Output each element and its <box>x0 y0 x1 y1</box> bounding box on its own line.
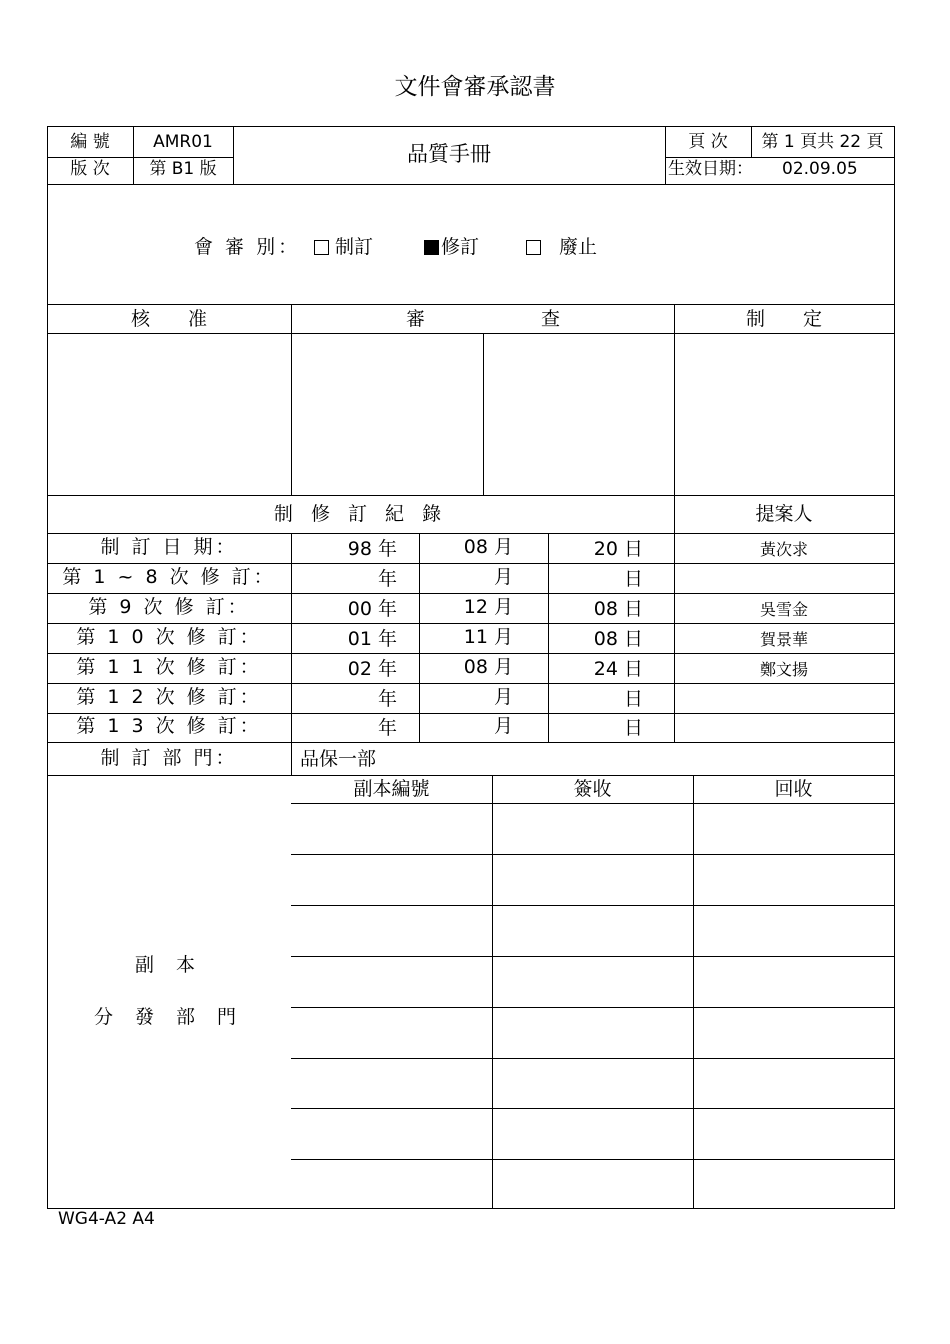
proposer-header: 提案人 <box>755 503 813 525</box>
page-value: 第 1 頁共 22 頁 <box>761 132 884 152</box>
record-label: 第 1 0 次 修 訂： <box>76 626 262 648</box>
revise-checkbox[interactable] <box>424 240 439 255</box>
prepare-signature-box[interactable] <box>676 335 892 493</box>
record-month: 11 月 <box>463 626 513 648</box>
record-day: 日 <box>623 568 643 590</box>
code-label: 編 號 <box>70 132 110 152</box>
effective-date-label: 生效日期： <box>668 159 753 179</box>
record-label: 第 1 1 次 修 訂： <box>76 656 262 678</box>
record-day: 08 日 <box>593 598 643 620</box>
record-month: 08 月 <box>463 536 513 558</box>
record-label: 第 1 ~ 8 次 修 訂： <box>62 566 276 588</box>
option-abolish-label: 廢止 <box>559 236 598 258</box>
approve-signature-box[interactable] <box>49 335 289 493</box>
record-month: 月 <box>493 566 513 588</box>
record-day: 日 <box>623 688 643 710</box>
record-month: 12 月 <box>463 596 513 618</box>
record-year: 01 年 <box>347 628 397 650</box>
dept-value: 品保一部 <box>300 748 377 770</box>
records-title: 制 修 訂 紀 錄 <box>273 503 448 525</box>
code-value: AMR01 <box>153 132 213 152</box>
review-type-label: 會 審 別： <box>194 236 301 258</box>
option-establish[interactable] <box>314 238 373 257</box>
record-year: 年 <box>377 717 397 739</box>
record-month: 08 月 <box>463 656 513 678</box>
record-month: 月 <box>493 686 513 708</box>
record-label: 第 1 3 次 修 訂： <box>76 715 262 737</box>
record-proposer: 黃次求 <box>759 540 808 559</box>
record-year: 年 <box>377 568 397 590</box>
distribution-label-line1: 副 本 <box>134 954 204 976</box>
copy-number-header: 副本編號 <box>353 778 430 800</box>
record-proposer: 賀景華 <box>759 630 808 649</box>
record-proposer: 吳雪金 <box>759 600 808 619</box>
document-name: 品質手冊 <box>407 142 491 166</box>
record-label: 第 9 次 修 訂： <box>88 596 250 618</box>
sign-header: 簽收 <box>573 778 612 800</box>
page-label: 頁 次 <box>688 132 728 152</box>
establish-checkbox[interactable] <box>314 240 329 255</box>
record-day: 20 日 <box>593 538 643 560</box>
record-year: 02 年 <box>347 658 397 680</box>
record-day: 08 日 <box>593 628 643 650</box>
review-signature-box-2[interactable] <box>485 335 672 493</box>
review-header-2: 查 <box>541 308 561 330</box>
record-year: 年 <box>377 688 397 710</box>
record-day: 24 日 <box>593 658 643 680</box>
prepare-header: 制 定 <box>745 308 822 330</box>
record-day: 日 <box>623 717 643 739</box>
approve-header: 核 准 <box>130 308 207 330</box>
record-label: 制 訂 日 期： <box>100 536 238 558</box>
edition-value: 第 B1 版 <box>149 159 217 179</box>
edition-label: 版 次 <box>70 159 110 179</box>
record-year: 98 年 <box>347 538 397 560</box>
review-header-1: 審 <box>406 308 426 330</box>
record-proposer: 鄭文揚 <box>759 660 808 679</box>
option-establish-label: 制訂 <box>335 236 374 258</box>
distribution-label-line2: 分 發 部 門 <box>93 1006 245 1028</box>
abolish-checkbox[interactable] <box>526 240 541 255</box>
option-revise[interactable] <box>424 238 479 257</box>
document-title: 文件會審承認書 <box>394 74 556 100</box>
review-signature-box-1[interactable] <box>293 335 481 493</box>
dept-label: 制 訂 部 門： <box>100 747 238 769</box>
record-month: 月 <box>493 715 513 737</box>
option-abolish[interactable] <box>526 238 597 257</box>
effective-date-value: 02.09.05 <box>782 159 858 179</box>
record-label: 第 1 2 次 修 訂： <box>76 686 262 708</box>
option-revise-label: 修訂 <box>441 236 480 258</box>
record-year: 00 年 <box>347 598 397 620</box>
return-header: 回收 <box>774 778 813 800</box>
form-code-footer: WG4-A2 A4 <box>58 1209 155 1229</box>
